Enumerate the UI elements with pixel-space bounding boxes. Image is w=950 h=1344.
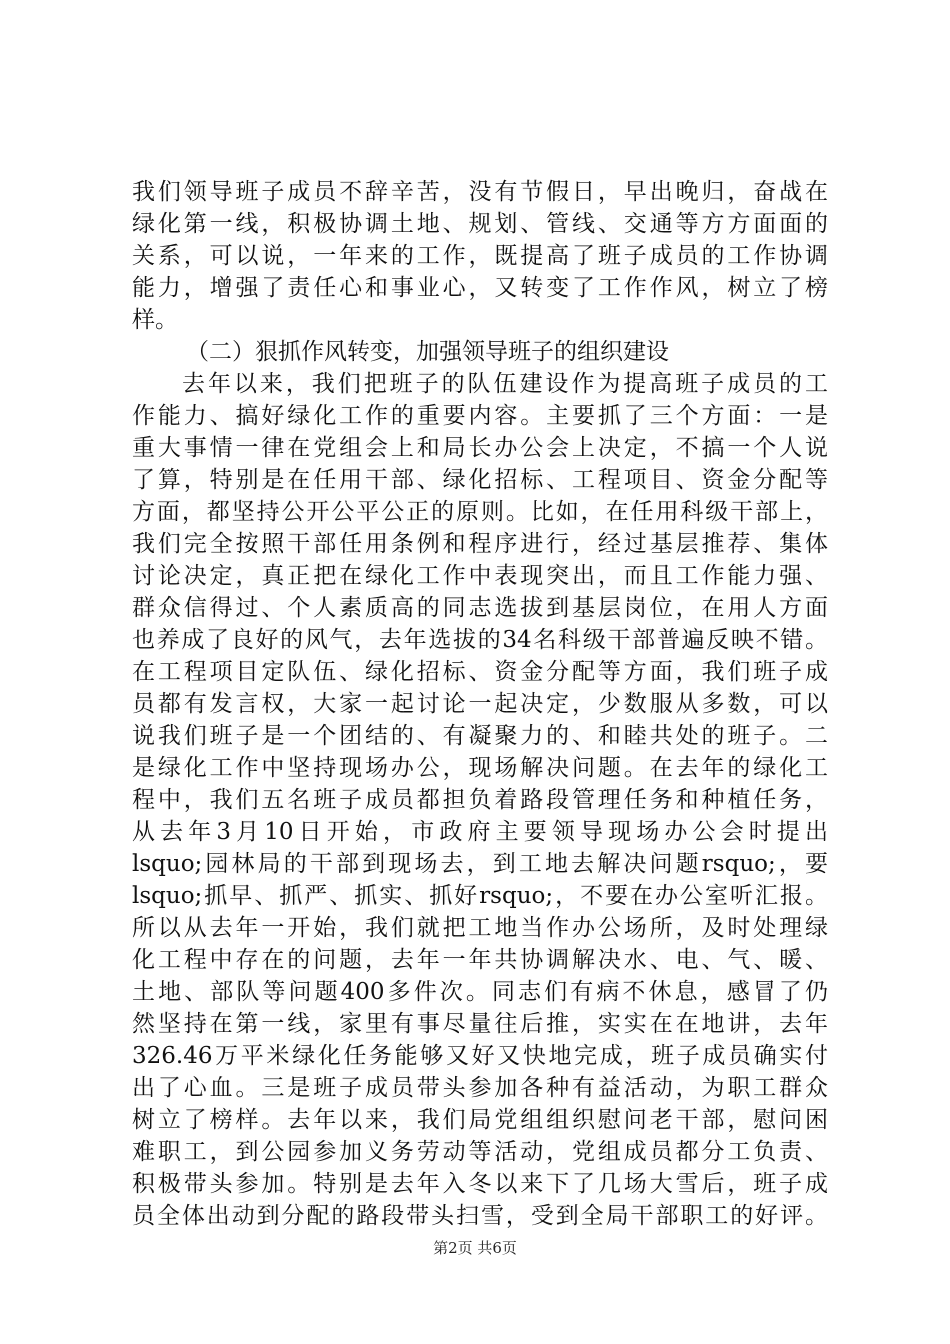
text-line: 能力，增强了责任心和事业心，又转变了工作作风，树立了榜 bbox=[132, 275, 828, 301]
text-line: 在工程项目定队伍、绿化招标、资金分配等方面，我们班子成 bbox=[132, 659, 828, 685]
text-line: 积极带头参加。特别是去年入冬以来下了几场大雪后，班子成 bbox=[132, 1171, 828, 1197]
text-line: 树立了榜样。去年以来，我们局党组组织慰问老干部，慰问困 bbox=[132, 1107, 828, 1133]
text-line: 说我们班子是一个团结的、有凝聚力的、和睦共处的班子。二 bbox=[132, 723, 828, 749]
text-line: 化工程中存在的问题，去年一年共协调解决水、电、气、暖、 bbox=[132, 947, 828, 973]
text-line: 员都有发言权，大家一起讨论一起决定，少数服从多数，可以 bbox=[132, 691, 828, 717]
text-line: 是绿化工作中坚持现场办公，现场解决问题。在去年的绿化工 bbox=[132, 755, 828, 781]
text-line: lsquo;园林局的干部到现场去，到工地去解决问题rsquo;，要 bbox=[132, 851, 828, 877]
text-line: 程中，我们五名班子成员都担负着路段管理任务和种植任务， bbox=[132, 787, 828, 813]
text-line: 我们领导班子成员不辞辛苦，没有节假日，早出晚归，奋战在 bbox=[132, 179, 828, 205]
text-line: 所以从去年一开始，我们就把工地当作办公场所，及时处理绿 bbox=[132, 915, 828, 941]
text-line: 从去年3月10日开始，市政府主要领导现场办公会时提出 bbox=[132, 819, 828, 845]
text-line: 讨论决定，真正把在绿化工作中表现突出，而且工作能力强、 bbox=[132, 563, 828, 589]
text-line: 关系，可以说，一年来的工作，既提高了班子成员的工作协调 bbox=[132, 243, 828, 269]
text-line: 了算，特别是在任用干部、绿化招标、工程项目、资金分配等 bbox=[132, 467, 828, 493]
text-line: 难职工，到公园参加义务劳动等活动，党组成员都分工负责、 bbox=[132, 1139, 828, 1165]
text-line: 去年以来，我们把班子的队伍建设作为提高班子成员的工 bbox=[182, 371, 828, 397]
document-body bbox=[132, 176, 828, 1232]
text-line: 绿化第一线，积极协调土地、规划、管线、交通等方方面面的 bbox=[132, 211, 828, 237]
section-heading: （二）狠抓作风转变，加强领导班子的组织建设 bbox=[186, 339, 669, 365]
text-line: 出了心血。三是班子成员带头参加各种有益活动，为职工群众 bbox=[132, 1075, 828, 1101]
text-line: 326.46万平米绿化任务能够又好又快地完成，班子成员确实付 bbox=[132, 1043, 828, 1069]
text-line: 方面，都坚持公开公平公正的原则。比如，在任用科级干部上， bbox=[132, 499, 828, 525]
text-line: 土地、部队等问题400多件次。同志们有病不休息，感冒了仍 bbox=[132, 979, 828, 1005]
text-line: 我们完全按照干部任用条例和程序进行，经过基层推荐、集体 bbox=[132, 531, 828, 557]
text-line: 重大事情一律在党组会上和局长办公会上决定，不搞一个人说 bbox=[132, 435, 828, 461]
text-line: 样。 bbox=[132, 307, 178, 333]
text-line: 然坚持在第一线，家里有事尽量往后推，实实在在地讲，去年 bbox=[132, 1011, 828, 1037]
text-line: 群众信得过、个人素质高的同志选拔到基层岗位，在用人方面 bbox=[132, 595, 828, 621]
text-line: 员全体出动到分配的路段带头扫雪，受到全局干部职工的好评。 bbox=[132, 1203, 828, 1229]
text-line: 作能力、搞好绿化工作的重要内容。主要抓了三个方面：一是 bbox=[132, 403, 828, 429]
text-line: 也养成了良好的风气，去年选拔的34名科级干部普遍反映不错。 bbox=[132, 627, 828, 653]
page-number: 第2页 共6页 bbox=[433, 1239, 517, 1257]
text-line: lsquo;抓早、抓严、抓实、抓好rsquo;，不要在办公室听汇报。 bbox=[132, 883, 828, 909]
